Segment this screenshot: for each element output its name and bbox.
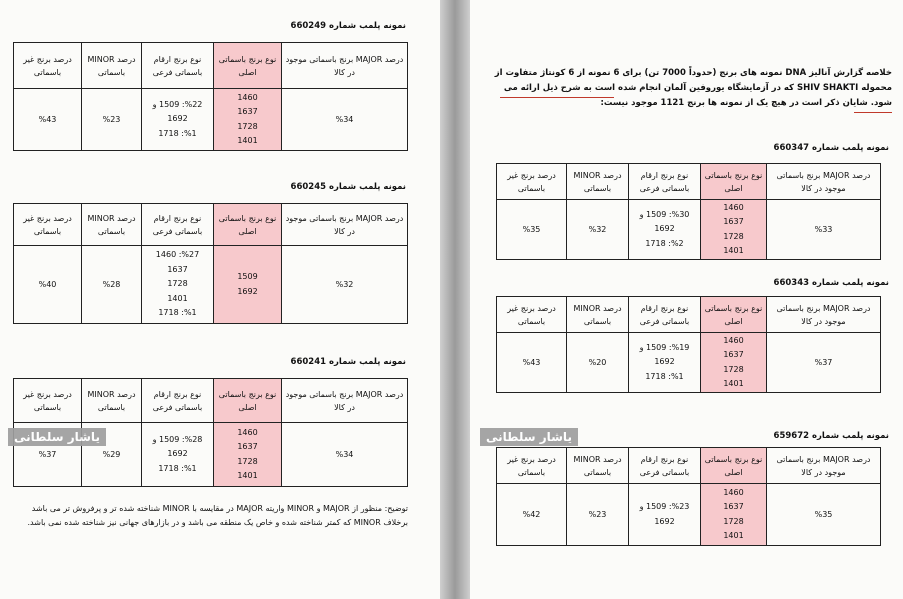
- header-minor: درصد MINOR باسماتی: [82, 43, 142, 89]
- table-caption: نمونه پلمب شماره 660343: [773, 278, 889, 288]
- cell-non: %43: [497, 333, 567, 393]
- header-major: درصد MAJOR برنج باسماتی موجود در کالا: [282, 43, 408, 89]
- sample-table: [496, 447, 881, 546]
- table-caption: نمونه پلمب شماره 660245: [290, 182, 406, 192]
- cell-sub-varieties: %28: 1509 و 1692 %1: 1718: [142, 423, 214, 487]
- header-non: درصد برنج غیر باسماتی: [497, 297, 567, 333]
- header-minor: درصد MINOR باسماتی: [82, 204, 142, 246]
- header-main: نوع برنج باسماتی اصلی: [701, 448, 767, 484]
- cell-main-varieties: 1460 1637 1728 1401: [701, 200, 767, 260]
- cell-non: %43: [14, 89, 82, 151]
- cell-non: %37: [14, 423, 82, 487]
- cell-major: %33: [767, 200, 881, 260]
- header-non: درصد برنج غیر باسماتی: [14, 204, 82, 246]
- cell-main-varieties: 1460 1637 1728 1401: [701, 333, 767, 393]
- header-major: درصد MAJOR برنج باسماتی موجود در کالا: [767, 448, 881, 484]
- cell-non: %35: [497, 200, 567, 260]
- header-main: نوع برنج باسماتی اصلی: [214, 43, 282, 89]
- watermark: یاشار سلطانی: [8, 428, 106, 446]
- cell-minor: %20: [567, 333, 629, 393]
- left-page: [0, 0, 440, 599]
- sample-table: [13, 42, 408, 151]
- header-minor: درصد MINOR باسماتی: [567, 448, 629, 484]
- table-caption: نمونه پلمب شماره 659672: [773, 431, 889, 441]
- cell-sub-varieties: %22: 1509 و 1692 %1: 1718: [142, 89, 214, 151]
- cell-sub-varieties: %23: 1509 و 1692: [629, 484, 701, 546]
- header-sub: نوع برنج ارقام باسماتی فرعی: [142, 43, 214, 89]
- header-major: درصد MAJOR برنج باسماتی موجود در کالا: [767, 164, 881, 200]
- header-main: نوع برنج باسماتی اصلی: [701, 297, 767, 333]
- footnote: توضیح: منظور از MAJOR و MINOR واریته MAJOR در مقایسه با MINOR شناخته شده تر و پرفروش تر می باشد برخلاف MINOR که کمتر شناخته شده و خاص یک منطقه می باشد و در بازارهای جهانی نیز شناخته شده نمی باشد.: [27, 504, 408, 527]
- header-main: نوع برنج باسماتی اصلی: [701, 164, 767, 200]
- table-caption: نمونه پلمب شماره 660347: [773, 143, 889, 153]
- table-caption: نمونه پلمب شماره 660249: [290, 21, 406, 31]
- cell-sub-varieties: %27: 1460 1637 1728 1401 %1: 1718: [142, 246, 214, 324]
- cell-minor: %23: [567, 484, 629, 546]
- header-non: درصد برنج غیر باسماتی: [497, 164, 567, 200]
- header-major: درصد MAJOR برنج باسماتی موجود در کالا: [282, 204, 408, 246]
- cell-main-varieties: 1460 1637 1728 1401: [214, 423, 282, 487]
- sample-table: [496, 296, 881, 393]
- cell-non: %42: [497, 484, 567, 546]
- cell-major: %34: [282, 89, 408, 151]
- cell-minor: %29: [82, 423, 142, 487]
- cell-main-varieties: 1509 1692: [214, 246, 282, 324]
- cell-major: %34: [282, 423, 408, 487]
- cell-main-varieties: 1460 1637 1728 1401: [701, 484, 767, 546]
- header-non: درصد برنج غیر باسماتی: [14, 379, 82, 423]
- cell-major: %32: [282, 246, 408, 324]
- cell-minor: %32: [567, 200, 629, 260]
- cell-major: %37: [767, 333, 881, 393]
- cell-non: %40: [14, 246, 82, 324]
- header-major: درصد MAJOR برنج باسماتی موجود در کالا: [282, 379, 408, 423]
- intro-paragraph: خلاصه گزارش آنالیز DNA نمونه های برنج (حدوداً 7000 تن) برای 6 نمونه از 6 کونتاژ متفاوت از محموله SHIV SHAKTI که در آزمایشگاه یوروفین آلمان انجام شده است به شرح ذیل ارائه می شود. شایان ذکر است در هیچ یک از نمونه ها برنج 1121 موجود نیست:: [494, 68, 892, 108]
- sample-table: [13, 203, 408, 324]
- header-minor: درصد MINOR باسماتی: [82, 379, 142, 423]
- header-sub: نوع برنج ارقام باسماتی فرعی: [629, 164, 701, 200]
- sample-table: [496, 163, 881, 260]
- red-underline: [854, 112, 892, 113]
- cell-sub-varieties: %19: 1509 و 1692 %1: 1718: [629, 333, 701, 393]
- book-gutter: [440, 0, 470, 599]
- header-main: نوع برنج باسماتی اصلی: [214, 379, 282, 423]
- table-caption: نمونه پلمب شماره 660241: [290, 357, 406, 367]
- header-minor: درصد MINOR باسماتی: [567, 297, 629, 333]
- red-underline: [500, 97, 614, 98]
- cell-minor: %23: [82, 89, 142, 151]
- cell-sub-varieties: %30: 1509 و 1692 %2: 1718: [629, 200, 701, 260]
- cell-major: %35: [767, 484, 881, 546]
- header-sub: نوع برنج ارقام باسماتی فرعی: [142, 379, 214, 423]
- header-sub: نوع برنج ارقام باسماتی فرعی: [629, 448, 701, 484]
- header-sub: نوع برنج ارقام باسماتی فرعی: [629, 297, 701, 333]
- header-non: درصد برنج غیر باسماتی: [14, 43, 82, 89]
- cell-main-varieties: 1460 1637 1728 1401: [214, 89, 282, 151]
- watermark: یاشار سلطانی: [480, 428, 578, 446]
- header-major: درصد MAJOR برنج باسماتی موجود در کالا: [767, 297, 881, 333]
- header-main: نوع برنج باسماتی اصلی: [214, 204, 282, 246]
- cell-minor: %28: [82, 246, 142, 324]
- header-non: درصد برنج غیر باسماتی: [497, 448, 567, 484]
- right-page: [470, 0, 903, 599]
- header-minor: درصد MINOR باسماتی: [567, 164, 629, 200]
- header-sub: نوع برنج ارقام باسماتی فرعی: [142, 204, 214, 246]
